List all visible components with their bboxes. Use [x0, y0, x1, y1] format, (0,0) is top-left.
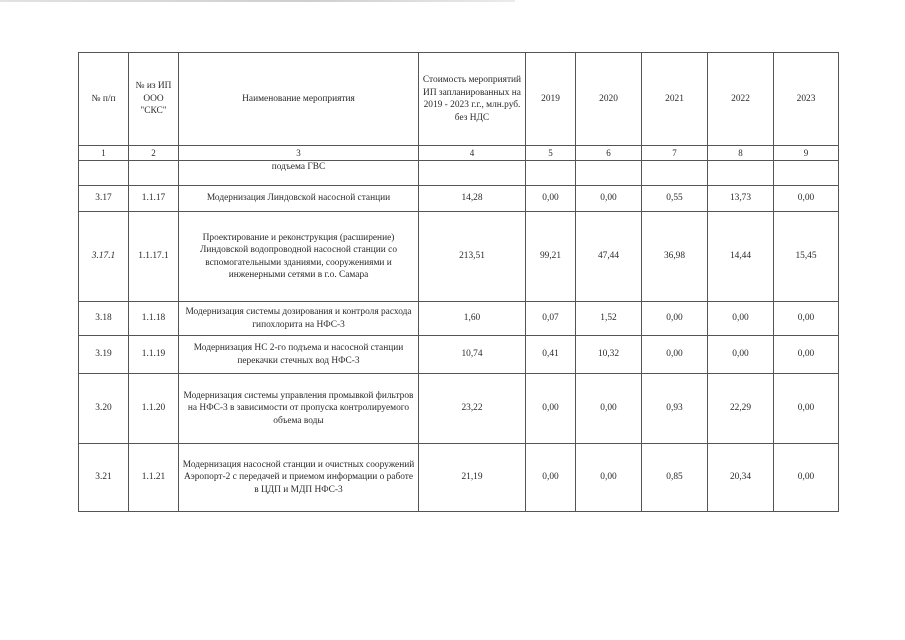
- col-number: 9: [774, 146, 839, 161]
- cell-ip: [129, 161, 179, 186]
- cell-2020: 0,00: [576, 374, 642, 444]
- cell-2019: 0,00: [526, 186, 576, 212]
- cell-2021: 0,55: [642, 186, 708, 212]
- cell-ip: 1.1.18: [129, 302, 179, 336]
- header-2021: 2021: [642, 53, 708, 146]
- table-row: [79, 444, 839, 512]
- table-row: [79, 302, 839, 336]
- cell-2023: 0,00: [774, 186, 839, 212]
- cell-2022: 13,73: [708, 186, 774, 212]
- cell-2021: 0,00: [642, 302, 708, 336]
- cell-2019: 0,00: [526, 374, 576, 444]
- cell-2021: 0,85: [642, 444, 708, 512]
- header-2023: 2023: [774, 53, 839, 146]
- header-2022: 2022: [708, 53, 774, 146]
- cell-ip: 1.1.17.1: [129, 212, 179, 302]
- cell-cost: 213,51: [419, 212, 526, 302]
- cell-2022: [708, 161, 774, 186]
- cell-num: [79, 161, 129, 186]
- cell-2020: 47,44: [576, 212, 642, 302]
- header-2020: 2020: [576, 53, 642, 146]
- scan-edge-artifact: [0, 0, 515, 2]
- cell-2022: 0,00: [708, 302, 774, 336]
- cell-name: Проектирование и реконструкция (расширение) Линдовской водопроводной насосной станции со вспомогательными зданиями, сооружениями и инженерными сетями в г.о. Самара: [179, 212, 419, 302]
- cell-cost: 21,19: [419, 444, 526, 512]
- col-number: 8: [708, 146, 774, 161]
- header-ip-num: № из ИП ООО "СКС": [129, 53, 179, 146]
- cell-2020: 1,52: [576, 302, 642, 336]
- cell-2019: 99,21: [526, 212, 576, 302]
- cell-2021: 0,00: [642, 336, 708, 374]
- cell-2020: 0,00: [576, 186, 642, 212]
- cell-2022: 20,34: [708, 444, 774, 512]
- cell-2020: [576, 161, 642, 186]
- cell-2022: 0,00: [708, 336, 774, 374]
- col-number: 2: [129, 146, 179, 161]
- cell-name: Модернизация Линдовской насосной станции: [179, 186, 419, 212]
- header-num: № п/п: [79, 53, 129, 146]
- col-number: 6: [576, 146, 642, 161]
- header-cost: Стоимость мероприятий ИП запланированных на 2019 - 2023 г.г., млн.руб. без НДС: [419, 53, 526, 146]
- cell-name: Модернизация системы дозирования и контроля расхода гипохлорита на НФС-3: [179, 302, 419, 336]
- cell-2023: [774, 161, 839, 186]
- header-row: [79, 53, 839, 146]
- col-number: 3: [179, 146, 419, 161]
- cell-num: 3.17: [79, 186, 129, 212]
- table-row: [79, 336, 839, 374]
- investment-plan-table: [78, 52, 839, 512]
- cell-2023: 0,00: [774, 302, 839, 336]
- cell-2019: 0,07: [526, 302, 576, 336]
- cell-2021: 0,93: [642, 374, 708, 444]
- cell-cost: 14,28: [419, 186, 526, 212]
- table-row: [79, 374, 839, 444]
- cell-ip: 1.1.19: [129, 336, 179, 374]
- table-row: [79, 212, 839, 302]
- cell-2019: [526, 161, 576, 186]
- cell-name: Модернизация насосной станции и очистных сооружений Аэропорт-2 с передачей и приемом информации о работе в ЦДП и МДП НФС-3: [179, 444, 419, 512]
- col-number: 1: [79, 146, 129, 161]
- cell-2019: 0,41: [526, 336, 576, 374]
- cell-2023: 0,00: [774, 336, 839, 374]
- cell-num: 3.19: [79, 336, 129, 374]
- cell-2020: 10,32: [576, 336, 642, 374]
- cell-cost: 1,60: [419, 302, 526, 336]
- cell-ip: 1.1.21: [129, 444, 179, 512]
- cell-2022: 14,44: [708, 212, 774, 302]
- cell-2023: 15,45: [774, 212, 839, 302]
- header-2019: 2019: [526, 53, 576, 146]
- cell-num: 3.17.1: [79, 212, 129, 302]
- cell-2021: [642, 161, 708, 186]
- cell-ip: 1.1.17: [129, 186, 179, 212]
- column-number-row: [79, 146, 839, 161]
- cell-2023: 0,00: [774, 444, 839, 512]
- cell-cost: 10,74: [419, 336, 526, 374]
- col-number: 4: [419, 146, 526, 161]
- col-number: 7: [642, 146, 708, 161]
- table-row: [79, 161, 839, 186]
- cell-ip: 1.1.20: [129, 374, 179, 444]
- cell-num: 3.21: [79, 444, 129, 512]
- cell-2022: 22,29: [708, 374, 774, 444]
- cell-2023: 0,00: [774, 374, 839, 444]
- cell-cost: 23,22: [419, 374, 526, 444]
- header-name: Наименование мероприятия: [179, 53, 419, 146]
- cell-num: 3.20: [79, 374, 129, 444]
- cell-cost: [419, 161, 526, 186]
- col-number: 5: [526, 146, 576, 161]
- cell-name: Модернизация НС 2-го подъема и насосной станции перекачки стечных вод НФС-3: [179, 336, 419, 374]
- cell-2021: 36,98: [642, 212, 708, 302]
- cell-name: Модернизация системы управления промывкой фильтров на НФС-3 в зависимости от пропуска контролируемого объема воды: [179, 374, 419, 444]
- cell-2020: 0,00: [576, 444, 642, 512]
- cell-name: подъема ГВС: [179, 161, 419, 186]
- table-row: [79, 186, 839, 212]
- cell-2019: 0,00: [526, 444, 576, 512]
- cell-num: 3.18: [79, 302, 129, 336]
